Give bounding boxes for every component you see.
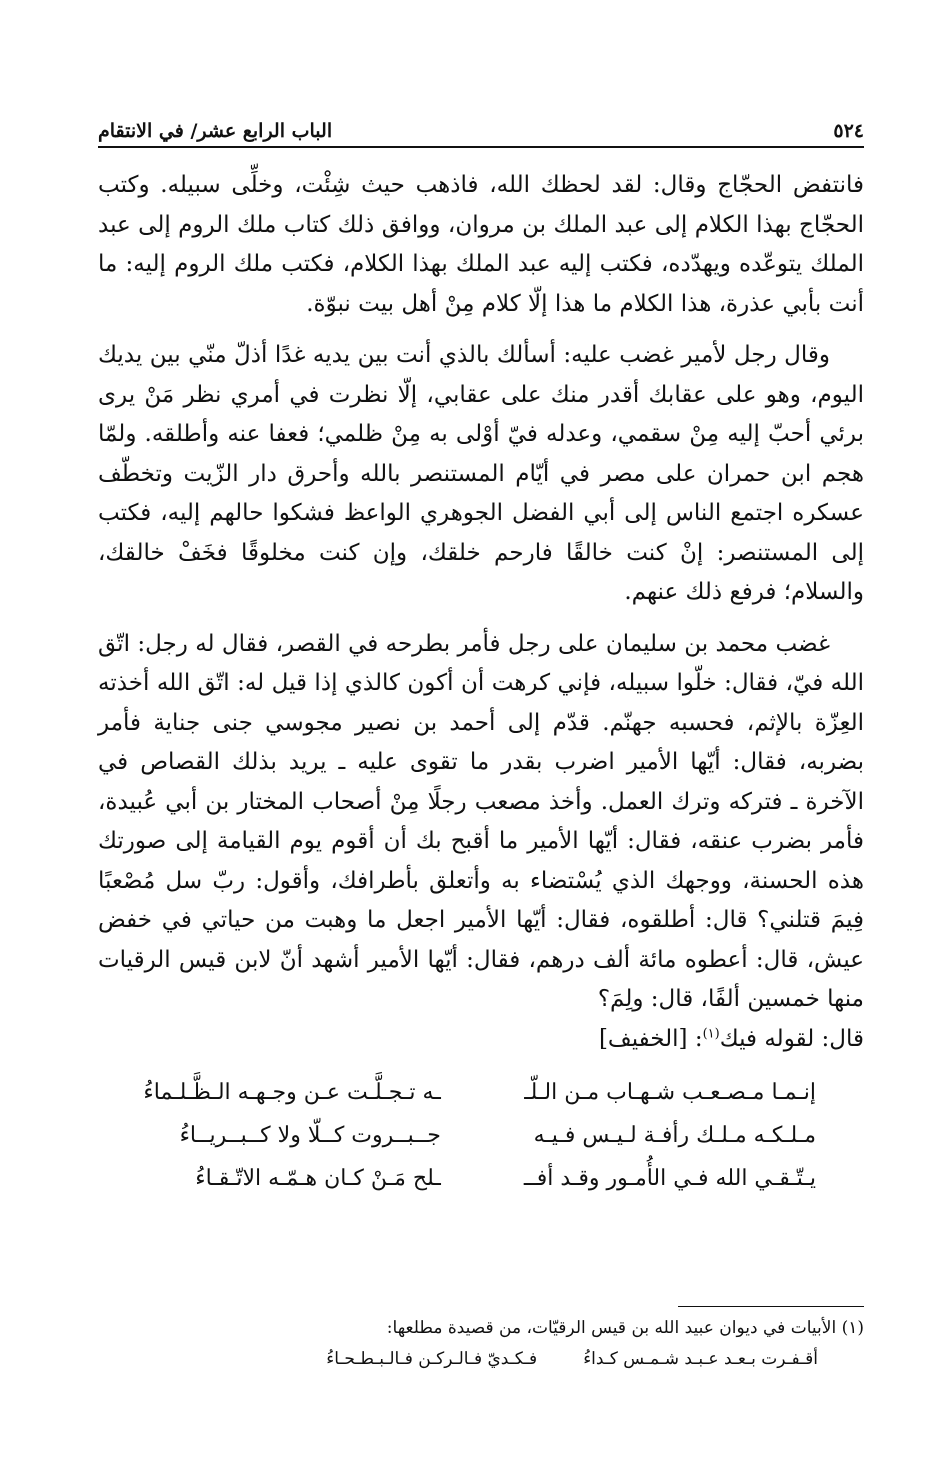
- footnotes: [98, 1313, 864, 1375]
- page-header: [98, 108, 864, 148]
- verse-intro: [98, 1020, 864, 1060]
- verse-line: [146, 1157, 816, 1200]
- poem: [98, 1071, 864, 1200]
- main-text: [98, 166, 864, 1200]
- verse-second-hemistich: ـلح مَـنْ كـان هـمّـه الاتّـقـاءُ: [195, 1166, 441, 1191]
- footnote-ref[interactable]: (١): [702, 1025, 720, 1041]
- verse-second-hemistich: ـه تـجـلَّـت عـن وجـهـه الـظَّـلـماءُ: [143, 1080, 441, 1105]
- paragraph: فانتفض الحجّاج وقال: لقد لحظك الله، فاذهب حيث شِئْت، وخلِّى سبيله. وكتب الحجّاج بهذا الكلام إلى عبد الملك بن مروان، ووافق ذلك كتاب ملك الروم إلى عبد الملك يتوعّده ويهدّده، فكتب إليه عبد الملك بهذا الكلام، فكتب ملك الروم إليه: ما أنت بأبي عذرة، هذا الكلام ما هذا إلّا كلام مِنْ أهل بيت نبوّة.: [98, 172, 864, 317]
- page-number: ٥٢٤: [833, 120, 864, 142]
- verse-first-hemistich: إنـمـا مـصـعـب شـهـاب مـن الـلّـ: [524, 1080, 816, 1105]
- footnote-verse-second: فـكـديّ فـالـركـن فـالـبـطـحـاءُ: [326, 1349, 538, 1369]
- verse-first-hemistich: مـلـكـه مـلـك رأفـة لـيـس فـيـه: [533, 1123, 816, 1148]
- verse-first-hemistich: يـتّـقـي الله فـي الأُمـور وقـد أفــ: [523, 1166, 816, 1191]
- meter-label: : [الخفيف]: [598, 1025, 703, 1052]
- running-title: الباب الرابع عشر/ في الانتقام: [98, 120, 333, 142]
- verse-line: [143, 1071, 816, 1114]
- verse-intro-text: قال: لقوله فيك: [719, 1025, 864, 1052]
- verse-line: [146, 1114, 816, 1157]
- footnote-verse: [98, 1344, 864, 1375]
- footnote-verse-first: أقـفـرت بـعـد عـبـد شـمـس كـداءُ: [583, 1349, 818, 1369]
- footnote-divider: [678, 1306, 864, 1307]
- footnote-text: (١) الأبيات في ديوان عبيد الله بن قيس الرقيّات، من قصيدة مطلعها:: [386, 1318, 864, 1338]
- paragraph: وقال رجل لأمير غضب عليه: أسألك بالذي أنت بين يديه غدًا أذلّ منّي بين يديك اليوم، وهو على عقابك أقدر منك على عقابي، إلّا نظرت في أمري نظر مَنْ يرى برئي أحبّ إليه مِنْ سقمي، وعدله فيّ أوْلى به مِنْ ظلمي؛ فعفا عنه وأطلقه. ولمّا هجم ابن حمران على مصر في أيّام المستنصر بالله وأحرق دار الزّيت وتخطّف عسكره اجتمع الناس إلى أبي الفضل الجوهري الواعظ فشكوا حالهم إليه، فكتب إلى المستنصر: إنْ كنت خالقًا فارحم خلقك، وإن كنت مخلوقًا فخَفْ خالقك، والسلام؛ فرفع ذلك عنهم.: [98, 342, 865, 605]
- book-page: [98, 108, 864, 1428]
- verse-second-hemistich: جــبــروت كــلّا ولا كــبــريــاءُ: [179, 1123, 441, 1148]
- paragraph: غضب محمد بن سليمان على رجل فأمر بطرحه في القصر، فقال له رجل: اتّق الله فيّ، فقال: خلّوا سبيله، فإني كرهت أن أكون كالذي إذا قيل له: اتّق الله أخذته العِزّة بالإثم، فحسبه جهنّم. قدّم إلى أحمد بن نصير مجوسي جنى جناية فأمر بضربه، فقال: أيّها الأمير اضرب بقدر ما تقوى عليه ـ يريد بذلك القصاص في الآخرة ـ فتركه وترك العمل. وأخذ مصعب رجلًا مِنْ أصحاب المختار بن أبي عُبيدة، فأمر بضرب عنقه، فقال: أيّها الأمير ما أقبح بك أن أقوم يوم القيامة إلى صورتك هذه الحسنة، ووجهك الذي يُسْتضاء به وأتعلق بأطرافك، وأقول: ربّ سل مُصْعبًا فِيمَ قتلني؟ قال: أطلقوه، فقال: أيّها الأمير اجعل ما وهبت من حياتي في خفض عيش، قال: أعطوه مائة ألف درهم، فقال: أيّها الأمير أشهد أنّ لابن قيس الرقيات منها خمسين ألفًا، قال: ولِمَ؟: [98, 630, 864, 1012]
